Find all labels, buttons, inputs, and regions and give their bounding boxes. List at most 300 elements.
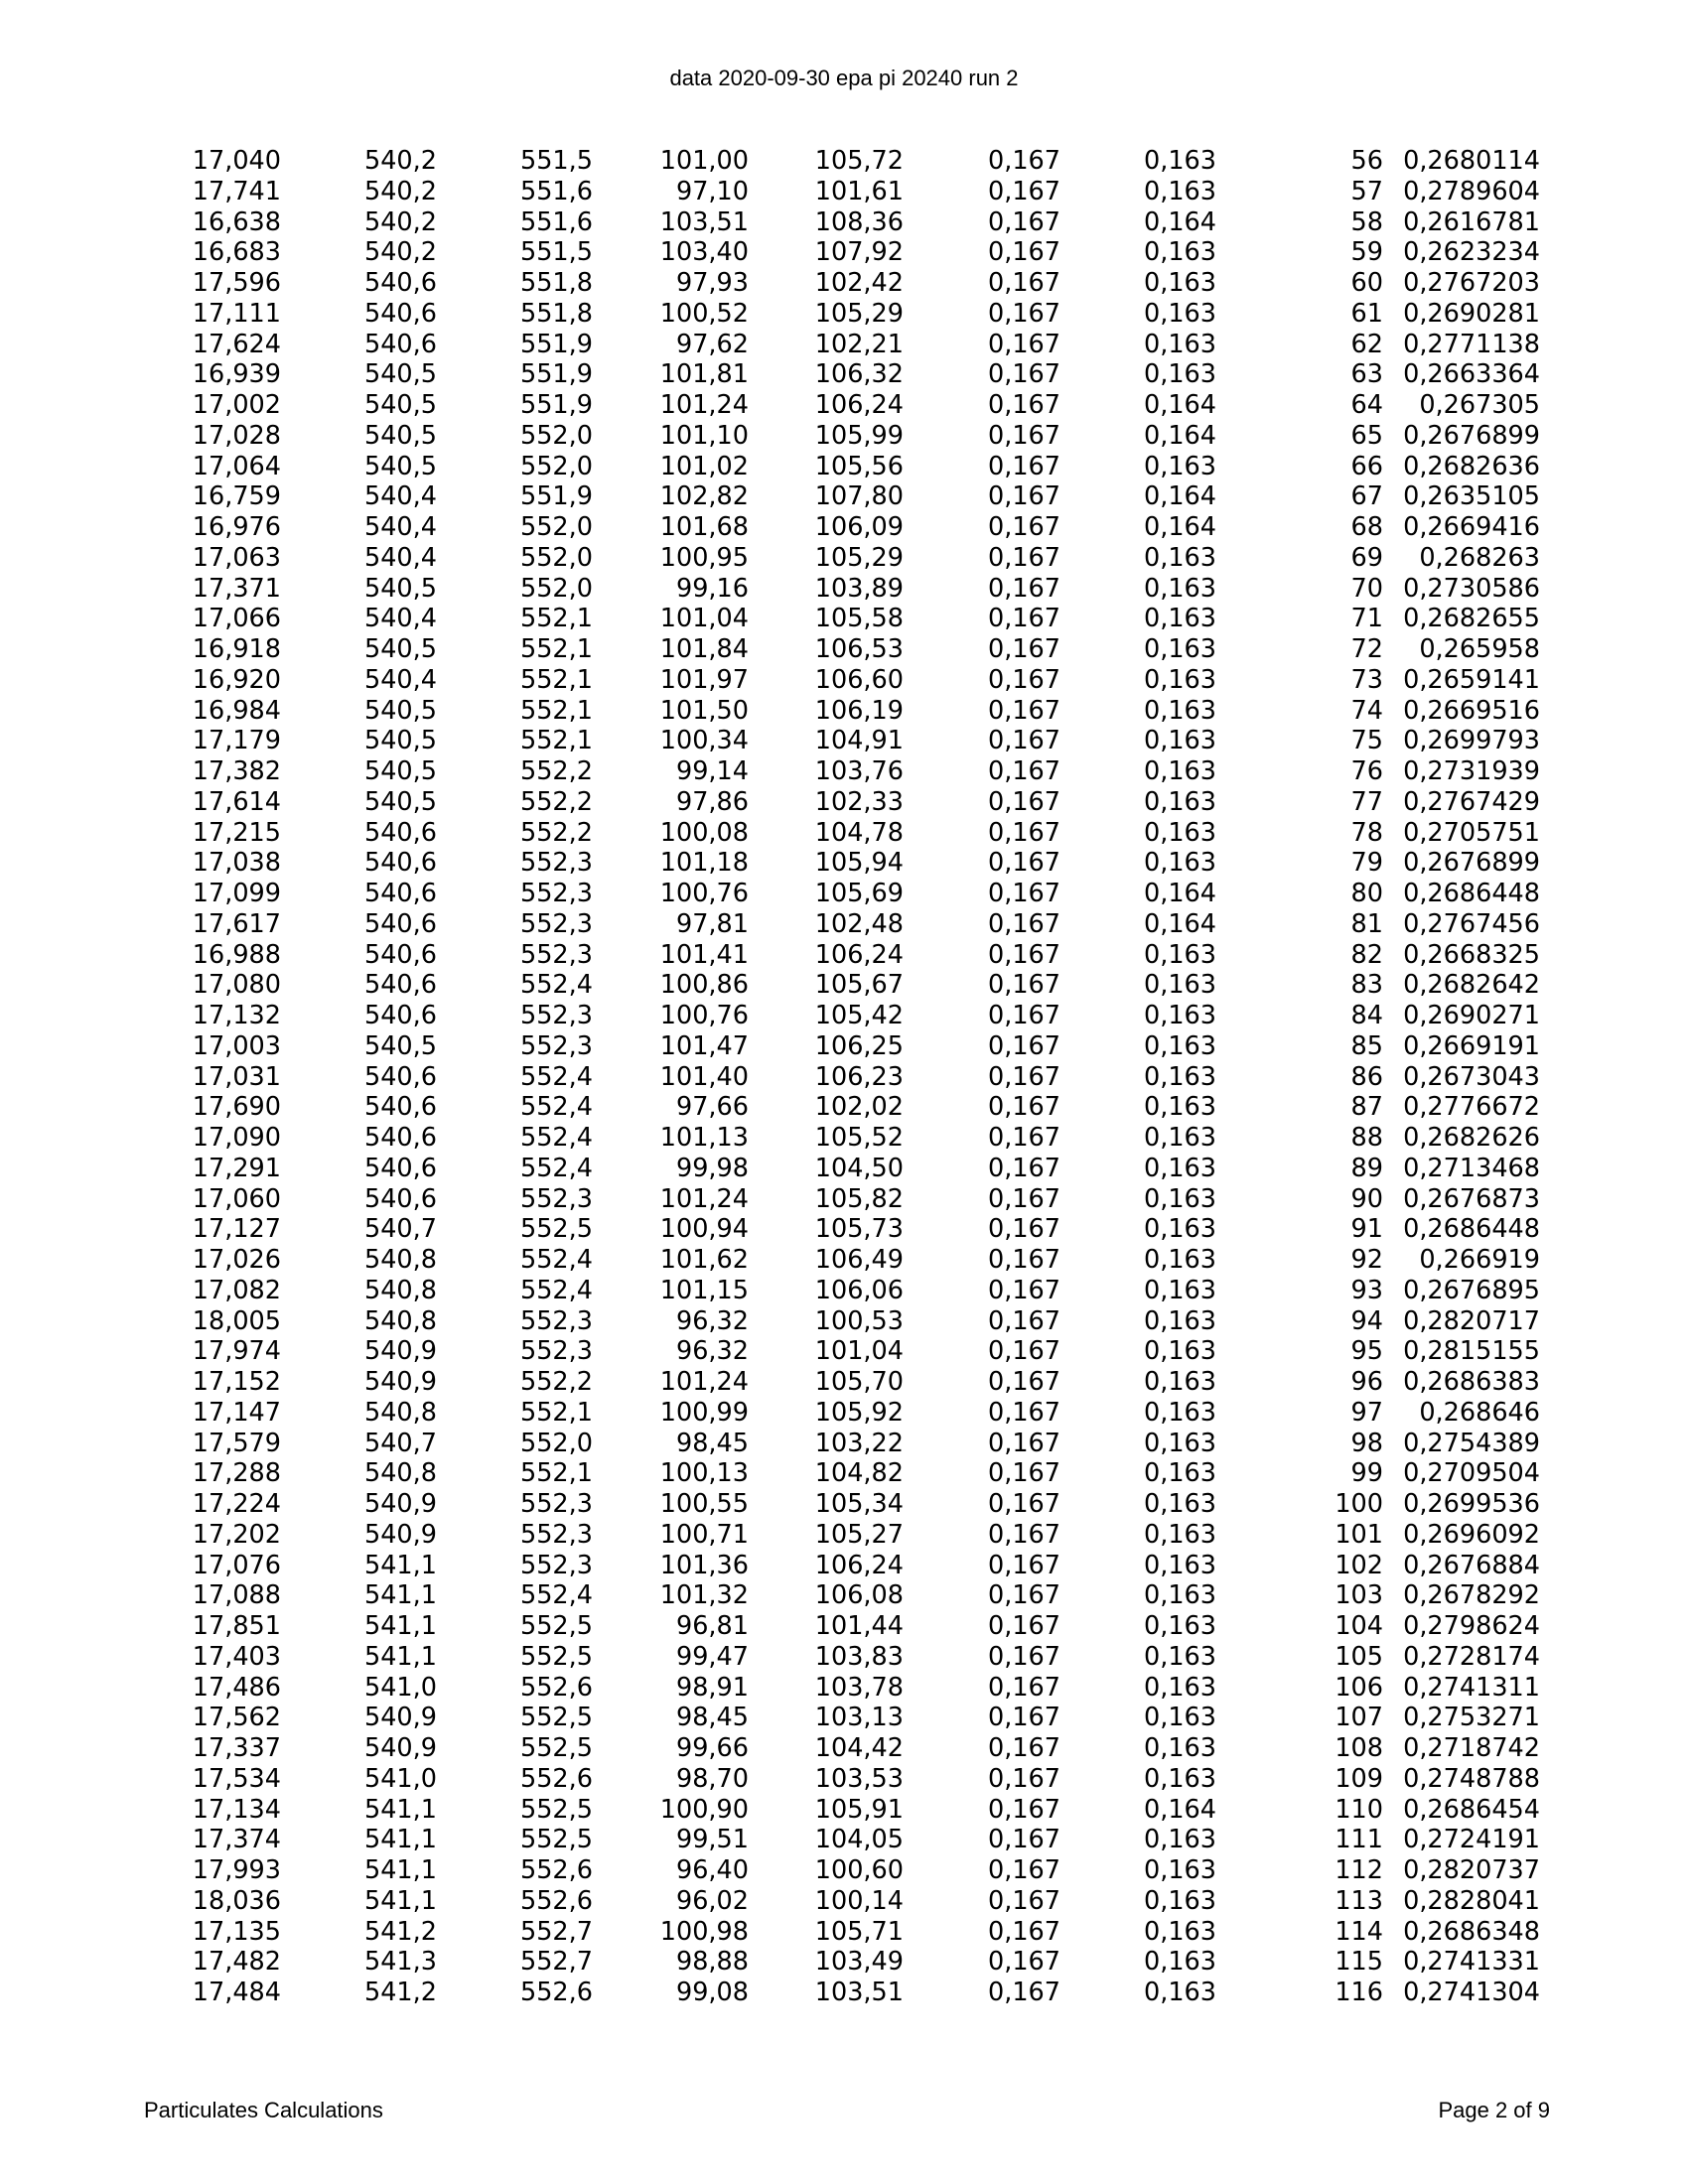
- table-cell: 540,5: [363, 756, 437, 786]
- table-cell: 0,2669191: [1403, 1030, 1540, 1061]
- table-cell: 0,2699536: [1403, 1489, 1540, 1519]
- table-cell: 552,1: [519, 634, 593, 664]
- table-cell: 540,6: [363, 879, 437, 908]
- table-cell: 100,08: [659, 817, 749, 848]
- table-cell: 0,163: [1143, 1367, 1216, 1397]
- table-cell: 0,2682636: [1403, 451, 1540, 481]
- table-cell: 0,167: [987, 1641, 1060, 1672]
- table-cell: 0,163: [1143, 1153, 1216, 1183]
- table-cell: 0,163: [1143, 695, 1216, 726]
- table-cell: 0,167: [987, 1550, 1060, 1580]
- table-cell: 552,4: [519, 1580, 593, 1611]
- table-row: [0, 1733, 1540, 1764]
- table-cell: 101,44: [814, 1611, 904, 1641]
- table-cell: 100,13: [659, 1458, 749, 1489]
- table-cell: 105,56: [814, 451, 904, 481]
- table-cell: 0,2682655: [1403, 604, 1540, 634]
- table-cell: 97,10: [675, 176, 749, 206]
- table-cell: 0,2680114: [1403, 146, 1540, 176]
- table-cell: 0,163: [1143, 726, 1216, 756]
- table-cell: 541,1: [363, 1580, 437, 1611]
- table-cell: 0,167: [987, 1733, 1060, 1763]
- table-cell: 540,6: [363, 817, 437, 848]
- table-cell: 97,62: [675, 329, 749, 359]
- table-cell: 101,10: [659, 420, 749, 451]
- table-cell: 77: [1350, 786, 1383, 817]
- table-cell: 104,42: [814, 1733, 904, 1763]
- table-cell: 99,08: [675, 1978, 749, 2007]
- table-row: [0, 1398, 1540, 1429]
- table-cell: 552,3: [519, 1519, 593, 1550]
- table-row: [0, 1336, 1540, 1367]
- table-cell: 0,2767203: [1403, 268, 1540, 298]
- table-cell: 101,40: [659, 1061, 749, 1092]
- table-cell: 105,29: [814, 542, 904, 573]
- table-cell: 0,2686454: [1403, 1794, 1540, 1825]
- table-row: [0, 940, 1540, 971]
- table-cell: 106,53: [814, 634, 904, 664]
- table-cell: 0,163: [1143, 1428, 1216, 1458]
- table-cell: 0,163: [1143, 1183, 1216, 1214]
- table-cell: 0,163: [1143, 1214, 1216, 1245]
- table-cell: 0,163: [1143, 237, 1216, 268]
- table-cell: 17,614: [192, 786, 281, 817]
- table-cell: 0,167: [987, 1183, 1060, 1214]
- table-cell: 96,02: [675, 1885, 749, 1916]
- table-cell: 100,76: [659, 1001, 749, 1030]
- table-cell: 101,81: [659, 359, 749, 390]
- table-cell: 0,2669516: [1403, 695, 1540, 726]
- table-cell: 0,163: [1143, 756, 1216, 786]
- table-row: [0, 481, 1540, 512]
- table-cell: 97,93: [675, 268, 749, 298]
- table-cell: 552,6: [519, 1885, 593, 1916]
- table-cell: 100,71: [659, 1519, 749, 1550]
- table-cell: 552,4: [519, 970, 593, 1001]
- table-cell: 102,48: [814, 908, 904, 939]
- table-cell: 108,36: [814, 206, 904, 237]
- table-cell: 0,2771138: [1403, 329, 1540, 359]
- table-row: [0, 1458, 1540, 1489]
- table-cell: 16,759: [192, 481, 281, 512]
- table-row: [0, 1154, 1540, 1184]
- table-row: [0, 1031, 1540, 1062]
- table-cell: 17,179: [192, 726, 281, 756]
- table-cell: 64: [1350, 390, 1383, 420]
- table-cell: 17,088: [192, 1580, 281, 1611]
- table-cell: 540,9: [363, 1336, 437, 1367]
- table-cell: 65: [1350, 420, 1383, 451]
- table-cell: 541,1: [363, 1550, 437, 1580]
- table-cell: 103,51: [659, 206, 749, 237]
- table-cell: 541,2: [363, 1916, 437, 1947]
- table-cell: 0,167: [987, 1672, 1060, 1703]
- table-cell: 96: [1350, 1367, 1383, 1397]
- table-row: [0, 1978, 1540, 2008]
- table-cell: 552,0: [519, 573, 593, 604]
- table-cell: 105,94: [814, 848, 904, 879]
- table-cell: 90: [1350, 1183, 1383, 1214]
- table-cell: 0,2686448: [1403, 1214, 1540, 1245]
- table-cell: 552,2: [519, 1367, 593, 1397]
- table-cell: 101,24: [659, 1183, 749, 1214]
- table-cell: 540,5: [363, 695, 437, 726]
- table-cell: 551,9: [519, 481, 593, 512]
- table-cell: 0,163: [1143, 1672, 1216, 1703]
- table-cell: 0,163: [1143, 1275, 1216, 1305]
- table-cell: 69: [1350, 542, 1383, 573]
- table-row: [0, 1917, 1540, 1948]
- table-row: [0, 1795, 1540, 1826]
- table-cell: 0,167: [987, 542, 1060, 573]
- table-cell: 0,167: [987, 1519, 1060, 1550]
- table-cell: 0,2705751: [1403, 817, 1540, 848]
- table-cell: 106,08: [814, 1580, 904, 1611]
- table-cell: 0,2767456: [1403, 908, 1540, 939]
- table-cell: 0,164: [1143, 481, 1216, 512]
- table-cell: 0,167: [987, 1885, 1060, 1916]
- table-cell: 98: [1350, 1428, 1383, 1458]
- table-cell: 17,993: [192, 1855, 281, 1885]
- table-cell: 106,24: [814, 1550, 904, 1580]
- table-row: [0, 1429, 1540, 1459]
- table-cell: 0,167: [987, 604, 1060, 634]
- table-cell: 0,163: [1143, 1825, 1216, 1855]
- table-row: [0, 634, 1540, 665]
- table-cell: 0,163: [1143, 268, 1216, 298]
- table-cell: 17,040: [192, 146, 281, 176]
- table-cell: 552,6: [519, 1763, 593, 1794]
- table-cell: 0,163: [1143, 1947, 1216, 1978]
- table-row: [0, 237, 1540, 268]
- table-cell: 17,135: [192, 1916, 281, 1947]
- table-cell: 552,2: [519, 817, 593, 848]
- table-row: [0, 1123, 1540, 1154]
- table-cell: 105,27: [814, 1519, 904, 1550]
- table-cell: 0,167: [987, 1458, 1060, 1489]
- table-cell: 96,32: [675, 1305, 749, 1336]
- table-row: [0, 1001, 1540, 1031]
- table-cell: 0,164: [1143, 420, 1216, 451]
- table-cell: 552,3: [519, 1001, 593, 1030]
- table-cell: 0,163: [1143, 329, 1216, 359]
- table-cell: 18,005: [192, 1305, 281, 1336]
- table-cell: 0,167: [987, 1489, 1060, 1519]
- table-cell: 16,939: [192, 359, 281, 390]
- table-cell: 91: [1350, 1214, 1383, 1245]
- table-cell: 101: [1335, 1519, 1383, 1550]
- table-cell: 106,24: [814, 939, 904, 970]
- table-cell: 0,167: [987, 359, 1060, 390]
- table-cell: 0,167: [987, 1367, 1060, 1397]
- table-cell: 17,974: [192, 1336, 281, 1367]
- table-cell: 0,2718742: [1403, 1733, 1540, 1763]
- table-cell: 57: [1350, 176, 1383, 206]
- table-row: [0, 1855, 1540, 1886]
- table-cell: 17,127: [192, 1214, 281, 1245]
- table-cell: 0,2741304: [1403, 1978, 1540, 2007]
- table-cell: 0,2815155: [1403, 1336, 1540, 1367]
- table-cell: 0,164: [1143, 879, 1216, 908]
- table-cell: 103,22: [814, 1428, 904, 1458]
- table-cell: 540,5: [363, 634, 437, 664]
- table-cell: 106,06: [814, 1275, 904, 1305]
- table-cell: 17,132: [192, 1001, 281, 1030]
- table-cell: 17,617: [192, 908, 281, 939]
- table-cell: 540,4: [363, 481, 437, 512]
- table-cell: 0,163: [1143, 1916, 1216, 1947]
- table-cell: 100,60: [814, 1855, 904, 1885]
- table-row: [0, 1245, 1540, 1276]
- table-cell: 540,6: [363, 1092, 437, 1123]
- table-cell: 0,164: [1143, 206, 1216, 237]
- table-cell: 541,1: [363, 1885, 437, 1916]
- table-cell: 17,291: [192, 1153, 281, 1183]
- table-row: [0, 359, 1540, 390]
- table-cell: 552,7: [519, 1947, 593, 1978]
- table-cell: 0,2682642: [1403, 970, 1540, 1001]
- table-cell: 540,8: [363, 1397, 437, 1428]
- table-cell: 552,5: [519, 1733, 593, 1763]
- table-row: [0, 909, 1540, 940]
- table-cell: 17,486: [192, 1672, 281, 1703]
- table-cell: 106,32: [814, 359, 904, 390]
- table-cell: 0,167: [987, 451, 1060, 481]
- table-cell: 540,6: [363, 329, 437, 359]
- table-cell: 0,163: [1143, 604, 1216, 634]
- table-cell: 17,484: [192, 1978, 281, 2007]
- table-row: [0, 970, 1540, 1001]
- table-cell: 0,167: [987, 1123, 1060, 1153]
- table-cell: 0,167: [987, 879, 1060, 908]
- table-row: [0, 1367, 1540, 1398]
- table-cell: 0,167: [987, 1061, 1060, 1092]
- table-row: [0, 1580, 1540, 1611]
- table-cell: 0,2728174: [1403, 1641, 1540, 1672]
- table-cell: 0,167: [987, 786, 1060, 817]
- page-title: data 2020-09-30 epa pi 20240 run 2: [669, 66, 1019, 90]
- table-cell: 0,167: [987, 756, 1060, 786]
- table-cell: 0,2828041: [1403, 1885, 1540, 1916]
- table-cell: 552,4: [519, 1153, 593, 1183]
- table-cell: 0,163: [1143, 1885, 1216, 1916]
- table-row: [0, 390, 1540, 421]
- table-cell: 17,066: [192, 604, 281, 634]
- table-cell: 99,47: [675, 1641, 749, 1672]
- table-cell: 0,2748788: [1403, 1763, 1540, 1794]
- table-cell: 71: [1350, 604, 1383, 634]
- table-cell: 540,5: [363, 451, 437, 481]
- table-cell: 0,163: [1143, 298, 1216, 329]
- table-cell: 0,2676899: [1403, 420, 1540, 451]
- table-row: [0, 1306, 1540, 1337]
- table-cell: 541,3: [363, 1947, 437, 1978]
- table-row: [0, 452, 1540, 482]
- table-cell: 101,62: [659, 1245, 749, 1275]
- table-cell: 0,2690281: [1403, 298, 1540, 329]
- table-cell: 551,9: [519, 359, 593, 390]
- table-cell: 56: [1350, 146, 1383, 176]
- table-cell: 540,6: [363, 848, 437, 879]
- table-row: [0, 1764, 1540, 1795]
- table-cell: 17,224: [192, 1489, 281, 1519]
- table-cell: 103: [1335, 1580, 1383, 1611]
- table-cell: 79: [1350, 848, 1383, 879]
- table-cell: 0,167: [987, 695, 1060, 726]
- table-row: [0, 848, 1540, 879]
- table-cell: 109: [1335, 1763, 1383, 1794]
- table-cell: 17,851: [192, 1611, 281, 1641]
- table-cell: 101,24: [659, 390, 749, 420]
- table-cell: 540,5: [363, 420, 437, 451]
- table-cell: 541,1: [363, 1641, 437, 1672]
- table-cell: 101,97: [659, 664, 749, 695]
- table-cell: 86: [1350, 1061, 1383, 1092]
- table-cell: 101,84: [659, 634, 749, 664]
- table-cell: 0,167: [987, 726, 1060, 756]
- table-cell: 552,5: [519, 1214, 593, 1245]
- table-cell: 552,3: [519, 939, 593, 970]
- table-cell: 0,267305: [1419, 390, 1540, 420]
- table-cell: 0,163: [1143, 1123, 1216, 1153]
- table-cell: 105,99: [814, 420, 904, 451]
- table-cell: 552,3: [519, 908, 593, 939]
- table-cell: 16,920: [192, 664, 281, 695]
- table-cell: 552,1: [519, 664, 593, 695]
- table-cell: 0,2616781: [1403, 206, 1540, 237]
- table-cell: 17,076: [192, 1550, 281, 1580]
- table-cell: 0,163: [1143, 1978, 1216, 2007]
- table-cell: 105: [1335, 1641, 1383, 1672]
- table-cell: 0,2690271: [1403, 1001, 1540, 1030]
- table-row: [0, 1947, 1540, 1978]
- table-cell: 17,596: [192, 268, 281, 298]
- table-cell: 540,5: [363, 359, 437, 390]
- table-cell: 113: [1335, 1885, 1383, 1916]
- table-cell: 73: [1350, 664, 1383, 695]
- table-row: [0, 665, 1540, 696]
- table-cell: 99,66: [675, 1733, 749, 1763]
- table-cell: 96,32: [675, 1336, 749, 1367]
- table-cell: 0,167: [987, 1336, 1060, 1367]
- table-cell: 0,2699793: [1403, 726, 1540, 756]
- table-cell: 17,080: [192, 970, 281, 1001]
- table-cell: 0,2668325: [1403, 939, 1540, 970]
- table-cell: 17,026: [192, 1245, 281, 1275]
- table-cell: 101,50: [659, 695, 749, 726]
- table-cell: 106,09: [814, 512, 904, 542]
- table-cell: 0,163: [1143, 176, 1216, 206]
- table-cell: 105,72: [814, 146, 904, 176]
- table-cell: 552,4: [519, 1061, 593, 1092]
- table-cell: 0,163: [1143, 848, 1216, 879]
- table-cell: 0,163: [1143, 1763, 1216, 1794]
- table-cell: 541,2: [363, 1978, 437, 2007]
- table-cell: 0,167: [987, 1825, 1060, 1855]
- table-cell: 0,265958: [1419, 634, 1540, 664]
- table-cell: 540,9: [363, 1519, 437, 1550]
- table-row: [0, 1886, 1540, 1917]
- table-cell: 541,1: [363, 1855, 437, 1885]
- table-cell: 540,6: [363, 1153, 437, 1183]
- table-cell: 0,163: [1143, 1550, 1216, 1580]
- table-cell: 0,167: [987, 1245, 1060, 1275]
- table-cell: 0,167: [987, 817, 1060, 848]
- table-row: [0, 421, 1540, 452]
- table-cell: 104: [1335, 1611, 1383, 1641]
- table-cell: 16,988: [192, 939, 281, 970]
- table-cell: 0,2635105: [1403, 481, 1540, 512]
- table-cell: 107,92: [814, 237, 904, 268]
- table-cell: 106,24: [814, 390, 904, 420]
- table-cell: 0,2709504: [1403, 1458, 1540, 1489]
- table-cell: 99,51: [675, 1825, 749, 1855]
- table-cell: 103,76: [814, 756, 904, 786]
- table-cell: 102,42: [814, 268, 904, 298]
- table-cell: 0,164: [1143, 908, 1216, 939]
- table-cell: 105,82: [814, 1183, 904, 1214]
- table-cell: 0,167: [987, 1030, 1060, 1061]
- table-cell: 0,163: [1143, 1458, 1216, 1489]
- table-cell: 17,202: [192, 1519, 281, 1550]
- table-cell: 540,4: [363, 542, 437, 573]
- table-cell: 0,163: [1143, 1519, 1216, 1550]
- table-cell: 0,167: [987, 298, 1060, 329]
- table-cell: 551,6: [519, 206, 593, 237]
- table-cell: 0,167: [987, 1947, 1060, 1978]
- table-cell: 75: [1350, 726, 1383, 756]
- table-cell: 0,163: [1143, 1489, 1216, 1519]
- table-cell: 552,5: [519, 1611, 593, 1641]
- table-cell: 0,164: [1143, 390, 1216, 420]
- table-cell: 552,3: [519, 1305, 593, 1336]
- table-cell: 540,4: [363, 664, 437, 695]
- table-row: [0, 1551, 1540, 1581]
- table-cell: 540,5: [363, 1030, 437, 1061]
- table-cell: 0,167: [987, 1855, 1060, 1885]
- table-row: [0, 299, 1540, 330]
- table-cell: 0,167: [987, 1428, 1060, 1458]
- table-cell: 540,6: [363, 1061, 437, 1092]
- table-cell: 0,163: [1143, 451, 1216, 481]
- table-cell: 540,8: [363, 1275, 437, 1305]
- table-cell: 0,167: [987, 1001, 1060, 1030]
- table-cell: 103,83: [814, 1641, 904, 1672]
- table-cell: 540,5: [363, 573, 437, 604]
- table-cell: 0,163: [1143, 1641, 1216, 1672]
- table-row: [0, 879, 1540, 909]
- table-cell: 0,167: [987, 939, 1060, 970]
- table-cell: 0,268646: [1419, 1397, 1540, 1428]
- table-cell: 100,52: [659, 298, 749, 329]
- table-cell: 540,7: [363, 1428, 437, 1458]
- table-cell: 17,482: [192, 1947, 281, 1978]
- table-cell: 105,71: [814, 1916, 904, 1947]
- table-cell: 551,9: [519, 390, 593, 420]
- table-cell: 100,34: [659, 726, 749, 756]
- table-cell: 552,0: [519, 512, 593, 542]
- table-cell: 541,1: [363, 1794, 437, 1825]
- table-cell: 16,984: [192, 695, 281, 726]
- table-cell: 0,2798624: [1403, 1611, 1540, 1641]
- table-cell: 105,42: [814, 1001, 904, 1030]
- table-cell: 551,6: [519, 176, 593, 206]
- table-cell: 0,2676873: [1403, 1183, 1540, 1214]
- table-cell: 101,04: [814, 1336, 904, 1367]
- table-cell: 101,47: [659, 1030, 749, 1061]
- table-cell: 0,167: [987, 1763, 1060, 1794]
- table-cell: 100,98: [659, 1916, 749, 1947]
